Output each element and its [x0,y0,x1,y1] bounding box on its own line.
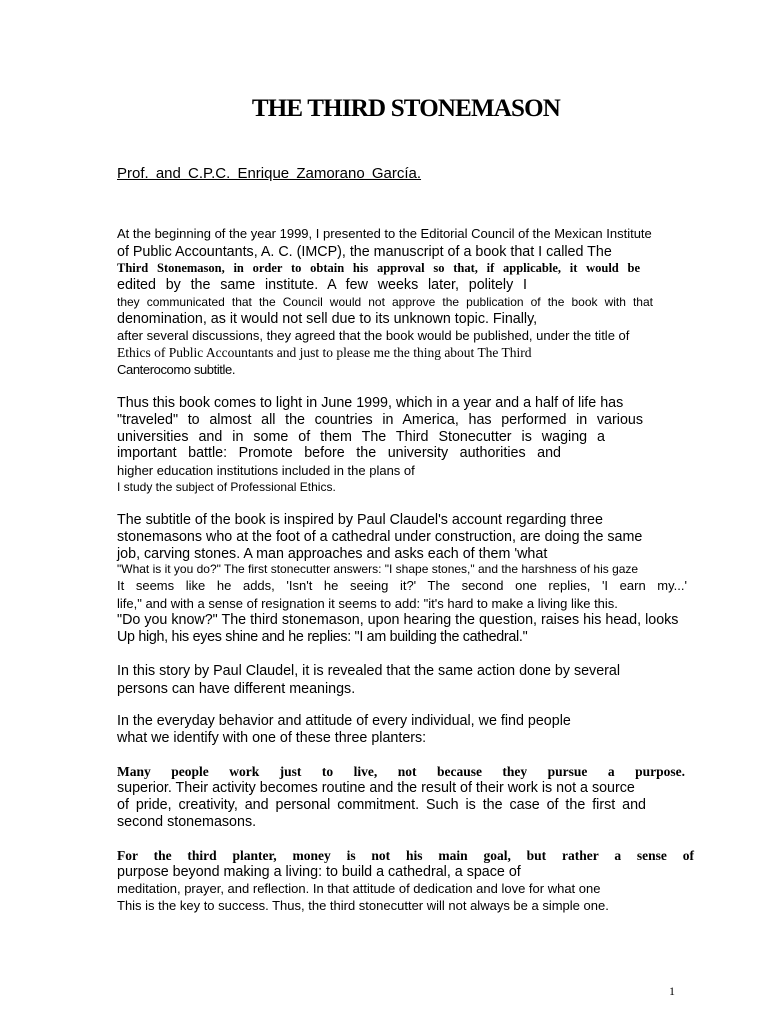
text-line: stonemasons who at the foot of a cathedral under construction, are doing the same [117,529,643,545]
text-line: Many people work just to live, not because they pursue a purpose. [117,764,685,779]
text-line: higher education institutions included in the plans of [117,463,415,478]
text-line: I study the subject of Professional Ethics. [117,480,336,494]
text-line: they communicated that the Council would not approve the publication of the book with that [117,295,653,309]
text-line: job, carving stones. A man approaches and asks each of them 'what [117,546,548,562]
text-line: after several discussions, they agreed that the book would be published, under the title of [117,328,630,343]
text-line: Third Stonemason, in order to obtain his approval so that, if applicable, it would be [117,261,640,275]
text-line: persons can have different meanings. [117,681,356,697]
text-line: "What is it you do?" The first stonecutter answers: "I shape stones," and the harshness of his gaze [117,562,639,576]
text-line: Up high, his eyes shine and he replies: "I am building the cathedral." [117,629,528,645]
page-number: 1 [669,984,675,998]
text-line: For the third planter, money is not his main goal, but rather a sense of [117,848,694,863]
text-line: It seems like he adds, 'Isn't he seeing it?' The second one replies, 'I earn my...' [117,578,687,593]
text-line: purpose beyond making a living: to build a cathedral, a space of [117,864,521,880]
text-line: important battle: Promote before the university authorities and [117,445,561,461]
text-line: second stonemasons. [117,814,257,830]
text-line: This is the key to success. Thus, the third stonecutter will not always be a simple one. [117,898,609,913]
author-line: Prof. and C.P.C. Enrique Zamorano García. [117,165,422,182]
text-line: meditation, prayer, and reflection. In that attitude of dedication and love for what one [117,881,601,896]
text-line: life," and with a sense of resignation it seems to add: "it's hard to make a living like this. [117,596,618,611]
text-line: denomination, as it would not sell due to its unknown topic. Finally, [117,311,538,327]
text-line: universities and in some of them The Third Stonecutter is waging a [117,429,605,445]
text-line: Ethics of Public Accountants and just to please me the thing about The Third [117,345,532,360]
text-line: Canterocomo subtitle. [117,362,236,377]
text-line: of Public Accountants, A. C. (IMCP), the manuscript of a book that I called The [117,244,612,260]
text-line: edited by the same institute. A few weeks later, politely I [117,277,527,293]
text-line: The subtitle of the book is inspired by Paul Claudel's account regarding three [117,512,603,528]
text-line: In the everyday behavior and attitude of every individual, we find people [117,713,571,729]
text-line: "Do you know?" The third stonemason, upon hearing the question, raises his head, looks [117,612,679,628]
text-line: superior. Their activity becomes routine and the result of their work is not a source [117,780,635,796]
text-line: Thus this book comes to light in June 1999, which in a year and a half of life has [117,395,624,411]
text-line: "traveled" to almost all the countries in America, has performed in various [117,412,643,428]
document-title: THE THIRD STONEMASON [251,95,561,122]
text-line: what we identify with one of these three planters: [117,730,427,746]
text-line: of pride, creativity, and personal commitment. Such is the case of the first and [117,797,646,813]
text-line: At the beginning of the year 1999, I presented to the Editorial Council of the Mexican Institute [117,226,652,241]
text-line: In this story by Paul Claudel, it is revealed that the same action done by several [117,663,621,679]
